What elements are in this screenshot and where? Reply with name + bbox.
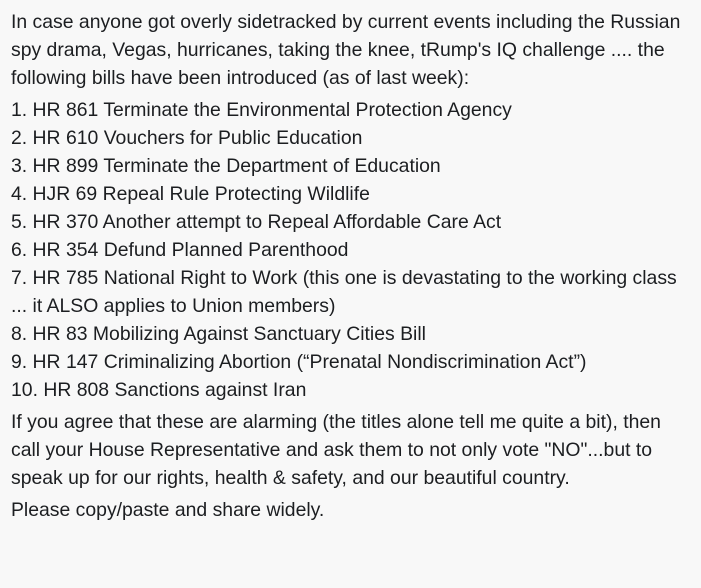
bill-list xyxy=(11,96,691,404)
intro-paragraph: In case anyone got overly sidetracked by current events including the Russian spy drama, Vegas, hurricanes, taking the knee, tRump's IQ challenge .... the following bills have been introduced (as of last week): xyxy=(11,11,681,89)
list-item: 6. HR 354 Defund Planned Parenthood xyxy=(11,239,349,261)
list-item: 10. HR 808 Sanctions against Iran xyxy=(11,379,307,401)
closing-paragraph: Please copy/paste and share widely. xyxy=(11,499,325,521)
list-item: 3. HR 899 Terminate the Department of Education xyxy=(11,155,441,177)
list-item: 5. HR 370 Another attempt to Repeal Affordable Care Act xyxy=(11,211,502,233)
list-item: 8. HR 83 Mobilizing Against Sanctuary Cities Bill xyxy=(11,323,426,345)
list-item: 4. HJR 69 Repeal Rule Protecting Wildlife xyxy=(11,183,370,205)
call-to-action-paragraph: If you agree that these are alarming (the titles alone tell me quite a bit), then call your House Representative and ask them to not only vote "NO"...but to speak up for our rights, health & safety, and our beautiful country. xyxy=(11,411,661,489)
list-item: 2. HR 610 Vouchers for Public Education xyxy=(11,127,363,149)
list-item: 9. HR 147 Criminalizing Abortion (“Prenatal Nondiscrimination Act”) xyxy=(11,351,587,373)
list-item: 1. HR 861 Terminate the Environmental Protection Agency xyxy=(11,99,512,121)
list-item: 7. HR 785 National Right to Work (this one is devastating to the working class ... it ALSO applies to Union members) xyxy=(11,267,677,317)
